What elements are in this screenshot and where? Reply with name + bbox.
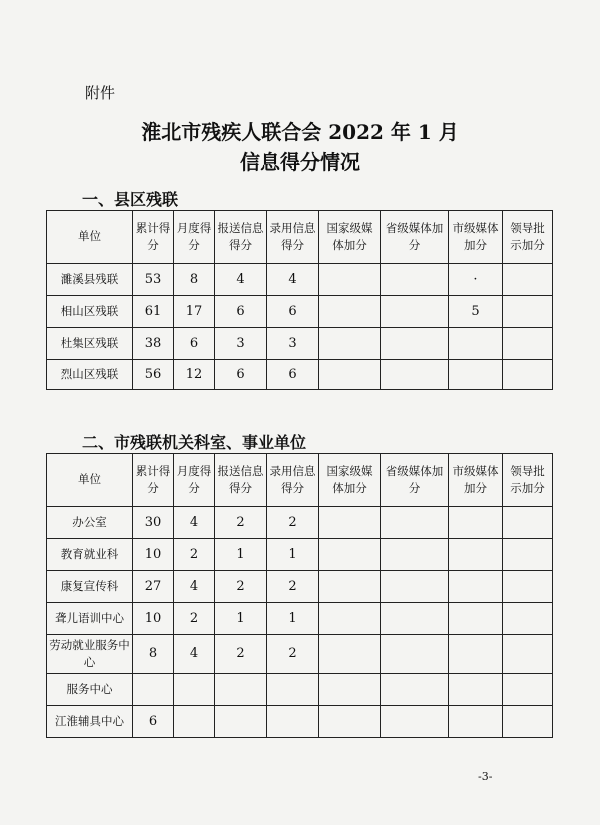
column-header: 市级媒体加分 [449, 454, 503, 507]
score-cell [319, 674, 381, 706]
score-cell: 4 [174, 507, 215, 539]
column-header: 省级媒体加分 [381, 211, 449, 264]
score-cell [503, 328, 553, 360]
score-cell: 4 [215, 264, 267, 296]
county-table-header [47, 211, 553, 264]
unit-name-cell: 教育就业科 [47, 539, 133, 571]
score-cell [319, 360, 381, 390]
table-row [47, 539, 553, 571]
score-cell [503, 635, 553, 674]
score-cell: 38 [133, 328, 174, 360]
score-cell [503, 603, 553, 635]
unit-name-cell: 烈山区残联 [47, 360, 133, 390]
score-cell [267, 674, 319, 706]
score-cell [503, 296, 553, 328]
score-cell: 17 [174, 296, 215, 328]
score-cell: 5 [449, 296, 503, 328]
score-cell [319, 264, 381, 296]
score-cell: 3 [215, 328, 267, 360]
score-cell [381, 706, 449, 738]
score-cell [319, 635, 381, 674]
score-cell [319, 571, 381, 603]
unit-name-cell: 服务中心 [47, 674, 133, 706]
score-cell: 27 [133, 571, 174, 603]
score-cell: 2 [215, 507, 267, 539]
attachment-label: 附件 [85, 84, 116, 102]
column-header: 录用信息得分 [267, 211, 319, 264]
table-row [47, 674, 553, 706]
score-cell: 10 [133, 539, 174, 571]
score-cell: 6 [215, 360, 267, 390]
score-cell [381, 635, 449, 674]
table-row [47, 706, 553, 738]
table-row [47, 264, 553, 296]
score-cell [381, 539, 449, 571]
column-header: 领导批示加分 [503, 454, 553, 507]
score-cell: 8 [174, 264, 215, 296]
table-row [47, 571, 553, 603]
table-row [47, 507, 553, 539]
score-cell [503, 706, 553, 738]
score-cell [449, 571, 503, 603]
score-cell: 61 [133, 296, 174, 328]
score-cell [449, 539, 503, 571]
score-cell [449, 706, 503, 738]
score-cell [503, 507, 553, 539]
score-cell: 4 [174, 635, 215, 674]
score-cell: 2 [267, 635, 319, 674]
column-header: 报送信息得分 [215, 454, 267, 507]
score-cell [319, 706, 381, 738]
score-cell [381, 264, 449, 296]
score-cell: 6 [267, 360, 319, 390]
score-cell: 1 [215, 539, 267, 571]
unit-name-cell: 江淮辅具中心 [47, 706, 133, 738]
unit-name-cell: 杜集区残联 [47, 328, 133, 360]
score-cell [174, 674, 215, 706]
score-cell [449, 328, 503, 360]
column-header: 累计得分 [133, 211, 174, 264]
score-cell: 8 [133, 635, 174, 674]
score-cell [267, 706, 319, 738]
score-cell [174, 706, 215, 738]
score-cell [133, 674, 174, 706]
score-cell: 3 [267, 328, 319, 360]
score-cell: 53 [133, 264, 174, 296]
score-cell [381, 507, 449, 539]
score-cell: 2 [215, 635, 267, 674]
table-row [47, 296, 553, 328]
score-cell [503, 539, 553, 571]
score-cell: 2 [267, 507, 319, 539]
score-cell: 6 [174, 328, 215, 360]
score-cell [319, 296, 381, 328]
municipal-table-header [47, 454, 553, 507]
score-cell: 6 [267, 296, 319, 328]
score-cell [503, 674, 553, 706]
column-header: 月度得分 [174, 211, 215, 264]
unit-name-cell: 濉溪县残联 [47, 264, 133, 296]
unit-name-cell: 聋儿语训中心 [47, 603, 133, 635]
municipal-table-body [47, 507, 553, 738]
score-cell: 1 [267, 603, 319, 635]
score-cell: 12 [174, 360, 215, 390]
unit-name-cell: 康复宣传科 [47, 571, 133, 603]
score-cell [449, 360, 503, 390]
table-row [47, 328, 553, 360]
score-cell: 2 [174, 539, 215, 571]
document-title: 淮北市残疾人联合会 2022 年 1 月 [141, 120, 459, 144]
score-cell [449, 507, 503, 539]
score-cell [381, 571, 449, 603]
score-cell [449, 603, 503, 635]
document-subtitle: 信息得分情况 [240, 150, 360, 174]
column-header: 单位 [47, 211, 133, 264]
score-cell [215, 674, 267, 706]
score-cell [503, 264, 553, 296]
score-cell [319, 603, 381, 635]
score-cell [319, 507, 381, 539]
column-header: 月度得分 [174, 454, 215, 507]
score-cell: 10 [133, 603, 174, 635]
score-cell [215, 706, 267, 738]
score-cell [449, 635, 503, 674]
unit-name-cell: 办公室 [47, 507, 133, 539]
score-cell: 2 [215, 571, 267, 603]
score-cell [381, 296, 449, 328]
score-cell: 1 [215, 603, 267, 635]
score-cell: 6 [133, 706, 174, 738]
score-cell: · [449, 264, 503, 296]
unit-name-cell: 劳动就业服务中心 [47, 635, 133, 674]
score-cell [381, 360, 449, 390]
county-table-body [47, 264, 553, 390]
column-header: 领导批示加分 [503, 211, 553, 264]
column-header: 录用信息得分 [267, 454, 319, 507]
score-cell [381, 674, 449, 706]
column-header: 累计得分 [133, 454, 174, 507]
column-header: 市级媒体加分 [449, 211, 503, 264]
county-score-table [46, 210, 553, 390]
score-cell [381, 328, 449, 360]
table-row [47, 360, 553, 390]
score-cell: 1 [267, 539, 319, 571]
page-number: -3- [478, 770, 493, 783]
column-header: 单位 [47, 454, 133, 507]
score-cell: 2 [267, 571, 319, 603]
table-row [47, 603, 553, 635]
score-cell: 6 [215, 296, 267, 328]
table-row [47, 635, 553, 674]
column-header: 省级媒体加分 [381, 454, 449, 507]
municipal-score-table [46, 453, 553, 738]
score-cell [381, 603, 449, 635]
score-cell: 4 [267, 264, 319, 296]
column-header: 报送信息得分 [215, 211, 267, 264]
section-heading-county: 一、县区残联 [82, 190, 179, 209]
score-cell: 4 [174, 571, 215, 603]
score-cell [319, 328, 381, 360]
score-cell: 56 [133, 360, 174, 390]
score-cell [449, 674, 503, 706]
score-cell: 30 [133, 507, 174, 539]
score-cell [503, 360, 553, 390]
unit-name-cell: 相山区残联 [47, 296, 133, 328]
section-heading-municipal: 二、市残联机关科室、事业单位 [82, 433, 307, 452]
score-cell [503, 571, 553, 603]
column-header: 国家级媒体加分 [319, 211, 381, 264]
column-header: 国家级媒体加分 [319, 454, 381, 507]
score-cell [319, 539, 381, 571]
score-cell: 2 [174, 603, 215, 635]
